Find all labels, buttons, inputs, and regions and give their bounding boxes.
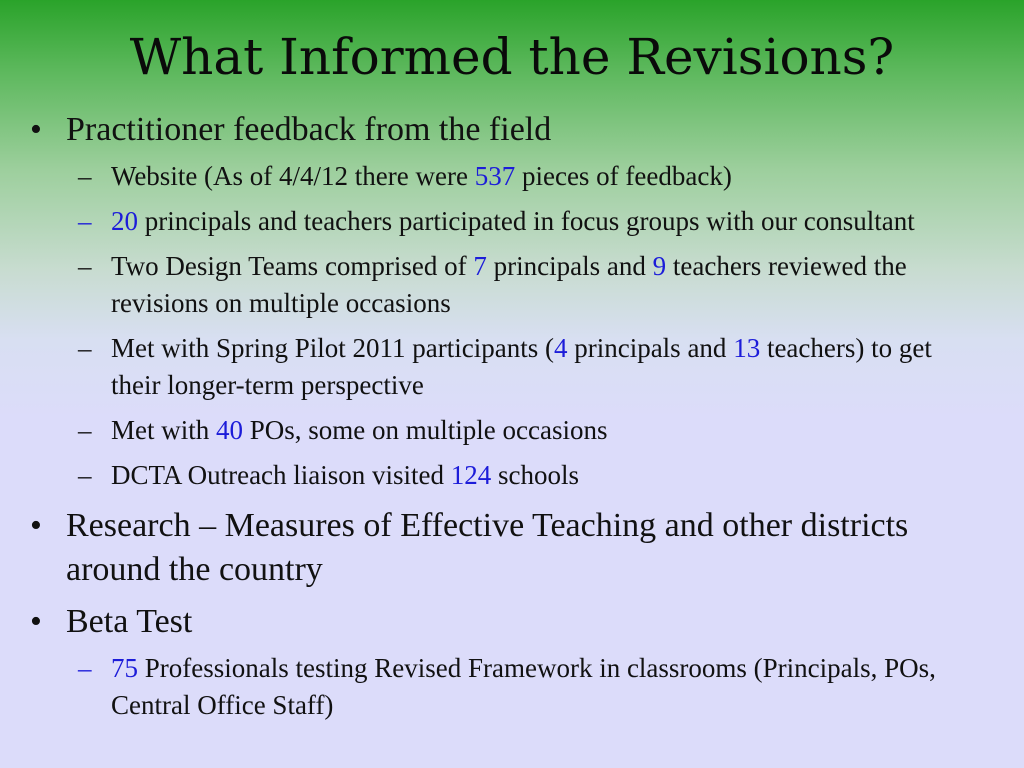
dash-marker: – [78,206,92,236]
dash-marker: – [78,251,92,281]
subbullet-spring-pilot [0,330,1024,404]
subbullet-focus-groups [0,203,1024,240]
schools-count: 124 [450,460,492,490]
subbullet-text-post: teachers) to get their longer-term perspective [111,333,932,400]
subbullet-dcta [0,457,1024,494]
subbullet-text-mid: pieces of feedback) [515,161,732,191]
bullet-marker: • [30,603,42,640]
slide-body [0,108,1024,732]
bullet-practitioner-feedback [0,108,1024,152]
bullet-research [0,504,1024,592]
dash-marker: – [78,415,92,445]
dash-marker: – [78,460,92,490]
design-team-teachers-count: 9 [652,251,667,281]
subbullet-text-pre: Met with Spring Pilot 2011 participants ( [111,333,554,363]
subbullet-pos [0,412,1024,449]
dash-marker: – [78,653,92,683]
subbullet-text-mid: principals and [567,333,734,363]
subbullet-text-post: principals and teachers participated in focus groups with our consultant [138,206,915,236]
subbullet-text-mid: principals and [486,251,653,281]
subbullet-text-pre: Website (As of 4/4/12 there were [111,161,475,191]
po-count: 40 [216,415,243,445]
bullet-text: Beta Test [66,603,193,640]
professionals-count: 75 [111,653,138,683]
design-team-principals-count: 7 [473,251,487,281]
subbullet-text-mid: POs, some on multiple occasions [243,415,608,445]
subbullet-text-post: teachers reviewed the revisions on multiple occasions [111,251,907,318]
dash-marker: – [78,333,92,363]
feedback-count: 537 [474,161,516,191]
slide-title: What Informed the Revisions? [129,28,895,86]
bullet-marker: • [30,111,42,148]
subbullet-text-mid: schools [491,460,580,490]
subbullet-text-pre: DCTA Outreach liaison visited [111,460,451,490]
subbullet-text-pre: Met with [111,415,216,445]
subbullet-text-post: Professionals testing Revised Framework in classrooms (Principals, POs, Central Office Staff) [111,653,936,720]
bullet-beta-test [0,600,1024,644]
dash-marker: – [78,161,92,191]
subbullet-design-teams [0,248,1024,322]
subbullet-professionals [0,650,1024,724]
focus-group-count: 20 [111,206,138,236]
bullet-text: Practitioner feedback from the field [66,111,552,148]
bullet-text: Research – Measures of Effective Teaching and other districts around the country [66,507,909,588]
bullet-marker: • [30,507,42,544]
subbullet-website [0,158,1024,195]
pilot-principals-count: 4 [553,333,568,363]
subbullet-text-pre: Two Design Teams comprised of [111,251,474,281]
pilot-teachers-count: 13 [733,333,761,363]
